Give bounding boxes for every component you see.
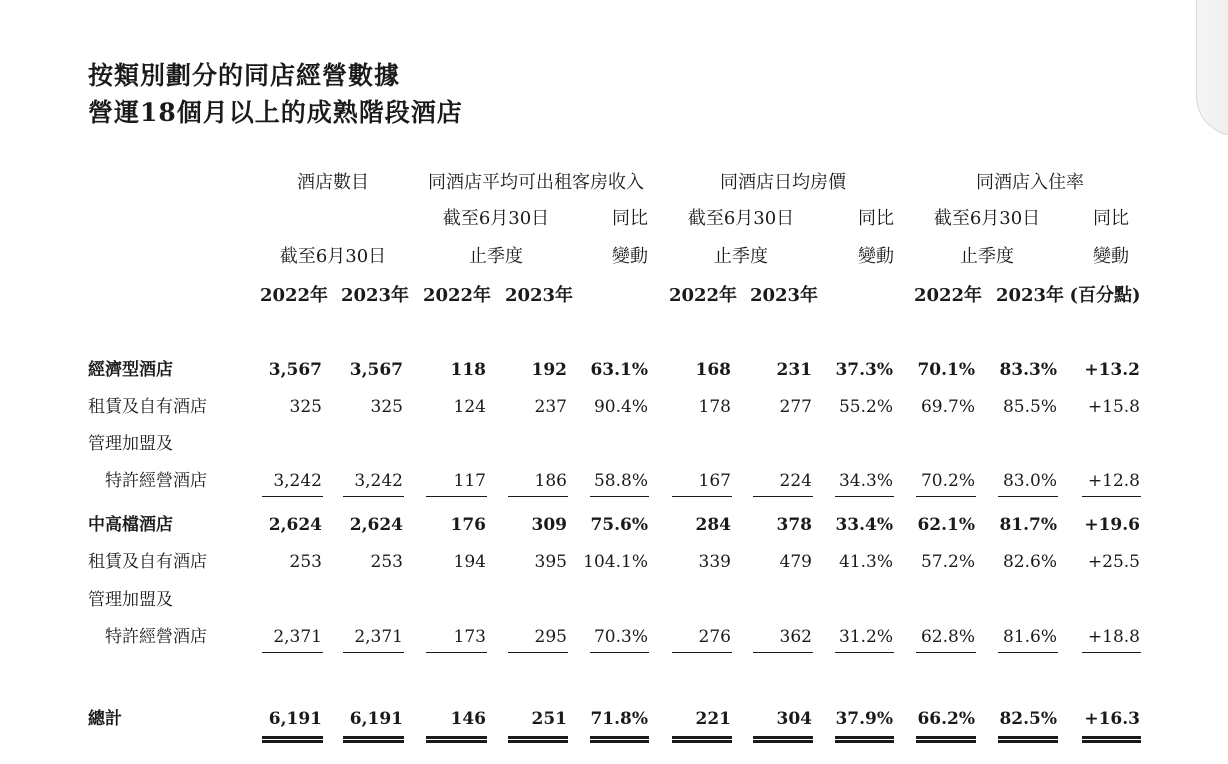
table-cell: 3,242 [273, 471, 322, 491]
total-double-rule [508, 736, 568, 743]
table-cell: 118 [450, 360, 486, 380]
table-cell: +15.8 [1087, 397, 1140, 417]
table-cell: 2,371 [354, 627, 403, 647]
table-cell: 2,624 [349, 515, 403, 535]
table-cell: 63.1% [590, 360, 648, 380]
row-label: 租賃及自有酒店 [88, 552, 207, 572]
title-line-2: 營運18個月以上的成熟階段酒店 [88, 98, 463, 127]
row-label-cont: 特許經營酒店 [105, 627, 207, 647]
total-double-rule [753, 736, 813, 743]
subtotal-rule [343, 652, 404, 653]
header-yoy: 同比 [1093, 208, 1129, 229]
table-cell: 104.1% [583, 552, 648, 572]
header-year: 2023年 [749, 285, 819, 306]
header-year: 2023年 [504, 285, 574, 306]
table-cell: 339 [698, 552, 731, 572]
table-cell: 62.8% [920, 627, 975, 647]
table-cell: 55.2% [838, 397, 893, 417]
header-as-of-june30: 截至6月30日 [933, 208, 1041, 229]
subtotal-rule [1082, 652, 1141, 653]
header-yoy: 同比 [858, 208, 894, 229]
header-revpar: 同酒店平均可出租客房收入 [428, 172, 644, 193]
table-cell: 90.4% [593, 397, 648, 417]
table-cell: 237 [534, 397, 567, 417]
total-double-rule [590, 736, 649, 743]
table-cell: 253 [370, 552, 403, 572]
subtotal-rule [262, 496, 323, 497]
table-cell: 276 [698, 627, 731, 647]
subtotal-rule [426, 496, 487, 497]
subtotal-rule [998, 496, 1058, 497]
header-yoy-change: 變動 [858, 246, 894, 267]
subtotal-rule [590, 652, 649, 653]
table-cell: 69.7% [920, 397, 975, 417]
header-as-of-june30: 截至6月30日 [442, 208, 550, 229]
subtotal-rule [916, 652, 976, 653]
subtotal-rule [672, 496, 732, 497]
table-cell: 378 [776, 515, 812, 535]
table-cell: 178 [698, 397, 731, 417]
header-as-of-june30: 截至6月30日 [687, 208, 795, 229]
table-cell: 83.0% [1002, 471, 1057, 491]
table-cell: 81.7% [999, 515, 1057, 535]
table-cell: 167 [698, 471, 731, 491]
table-cell: 479 [779, 552, 812, 572]
table-cell: 66.2% [917, 709, 975, 729]
table-cell: 71.8% [590, 709, 648, 729]
table-cell: 57.2% [920, 552, 975, 572]
table-cell: 3,567 [268, 360, 322, 380]
table-cell: 81.6% [1002, 627, 1057, 647]
subtotal-rule [508, 652, 568, 653]
header-as-of-june30: 截至6月30日 [279, 246, 387, 267]
total-double-rule [998, 736, 1058, 743]
header-year: 2022年 [668, 285, 738, 306]
row-label: 總計 [88, 709, 122, 729]
table-cell: 37.3% [835, 360, 893, 380]
subtotal-rule [508, 496, 568, 497]
header-quarter-ended: 止季度 [960, 246, 1014, 267]
table-cell: 251 [531, 709, 567, 729]
total-double-rule [916, 736, 976, 743]
title-line-1: 按類別劃分的同店經營數據 [88, 61, 401, 90]
page-edge-decoration [1196, 0, 1228, 136]
table-cell: 3,567 [349, 360, 403, 380]
subtotal-rule [753, 496, 813, 497]
table-cell: 2,371 [273, 627, 322, 647]
table-cell: 41.3% [838, 552, 893, 572]
header-quarter-ended: 止季度 [714, 246, 768, 267]
table-cell: 231 [776, 360, 812, 380]
table-cell: +13.2 [1084, 360, 1140, 380]
subtotal-rule [343, 496, 404, 497]
row-label: 租賃及自有酒店 [88, 397, 207, 417]
table-cell: 70.2% [920, 471, 975, 491]
table-cell: 82.5% [999, 709, 1057, 729]
table-cell: 186 [534, 471, 567, 491]
header-year: 2022年 [259, 285, 329, 306]
total-double-rule [343, 736, 404, 743]
table-cell: 146 [450, 709, 486, 729]
table-cell: +16.3 [1084, 709, 1140, 729]
total-double-rule [426, 736, 487, 743]
table-cell: 168 [695, 360, 731, 380]
subtotal-rule [916, 496, 976, 497]
table-cell: 117 [453, 471, 486, 491]
header-pct-points: (百分點) [1069, 285, 1141, 306]
table-cell: 253 [289, 552, 322, 572]
table-cell: 395 [534, 552, 567, 572]
header-quarter-ended: 止季度 [469, 246, 523, 267]
total-double-rule [1082, 736, 1141, 743]
table-cell: 304 [776, 709, 812, 729]
subtotal-rule [590, 496, 649, 497]
table-cell: 70.3% [593, 627, 648, 647]
row-label: 經濟型酒店 [88, 360, 173, 380]
table-cell: 277 [779, 397, 812, 417]
table-cell: 284 [695, 515, 731, 535]
total-double-rule [672, 736, 732, 743]
table-cell: 31.2% [838, 627, 893, 647]
header-year: 2022年 [422, 285, 492, 306]
header-yoy: 同比 [612, 208, 648, 229]
table-cell: +18.8 [1087, 627, 1140, 647]
table-cell: 83.3% [999, 360, 1057, 380]
table-cell: 176 [450, 515, 486, 535]
row-label: 管理加盟及 [88, 434, 173, 454]
table-cell: 6,191 [268, 709, 322, 729]
header-yoy-change: 變動 [612, 246, 648, 267]
table-cell: 362 [779, 627, 812, 647]
table-cell: 224 [779, 471, 812, 491]
subtotal-rule [262, 652, 323, 653]
header-yoy-change: 變動 [1093, 246, 1129, 267]
table-cell: 82.6% [1002, 552, 1057, 572]
table-cell: 2,624 [268, 515, 322, 535]
table-cell: 221 [695, 709, 731, 729]
subtotal-rule [998, 652, 1058, 653]
total-double-rule [262, 736, 323, 743]
header-hotel-count: 酒店數目 [297, 172, 369, 193]
table-cell: +12.8 [1087, 471, 1140, 491]
table-cell: 70.1% [917, 360, 975, 380]
subtotal-rule [835, 496, 894, 497]
header-occupancy: 同酒店入住率 [976, 172, 1084, 193]
table-cell: 85.5% [1002, 397, 1057, 417]
header-year: 2023年 [995, 285, 1065, 306]
table-cell: 124 [453, 397, 486, 417]
table-cell: +19.6 [1084, 515, 1140, 535]
row-label: 中高檔酒店 [88, 515, 173, 535]
total-double-rule [835, 736, 894, 743]
table-cell: 75.6% [590, 515, 648, 535]
row-label-cont: 特許經營酒店 [105, 471, 207, 491]
table-cell: 194 [453, 552, 486, 572]
row-label: 管理加盟及 [88, 590, 173, 610]
table-cell: 173 [453, 627, 486, 647]
header-year: 2023年 [340, 285, 410, 306]
table-cell: 3,242 [354, 471, 403, 491]
table-cell: 37.9% [835, 709, 893, 729]
table-cell: 33.4% [835, 515, 893, 535]
table-cell: 325 [289, 397, 322, 417]
table-cell: 62.1% [917, 515, 975, 535]
subtotal-rule [672, 652, 732, 653]
subtotal-rule [835, 652, 894, 653]
table-cell: 34.3% [838, 471, 893, 491]
table-cell: 192 [531, 360, 567, 380]
table-cell: 309 [531, 515, 567, 535]
table-cell: 295 [534, 627, 567, 647]
subtotal-rule [426, 652, 487, 653]
table-cell: 325 [370, 397, 403, 417]
subtotal-rule [1082, 496, 1141, 497]
header-adr: 同酒店日均房價 [720, 172, 846, 193]
subtotal-rule [753, 652, 813, 653]
header-year: 2022年 [913, 285, 983, 306]
table-cell: 6,191 [349, 709, 403, 729]
table-cell: 58.8% [593, 471, 648, 491]
table-cell: +25.5 [1087, 552, 1140, 572]
